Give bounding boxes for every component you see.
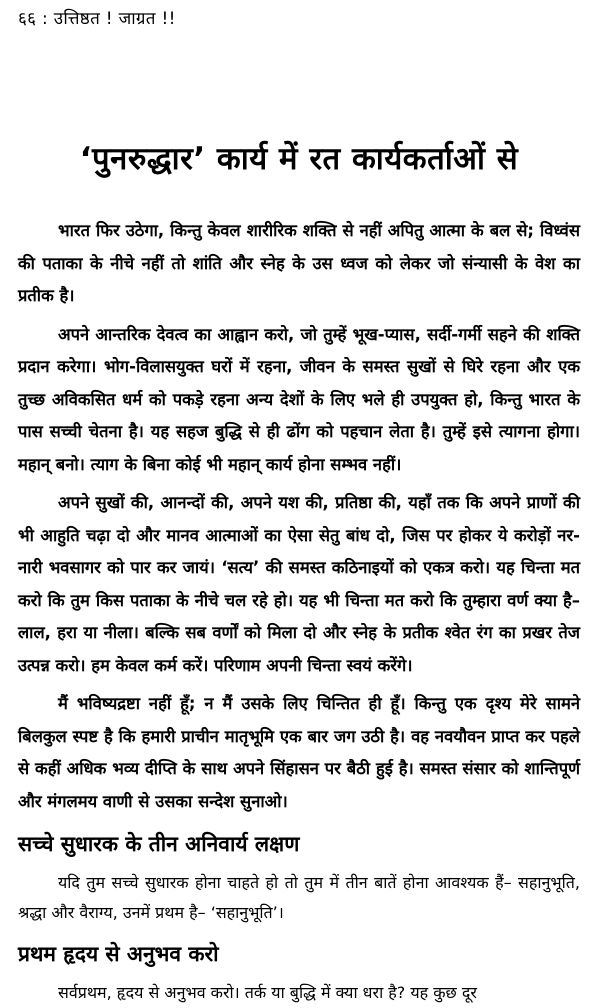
paragraph-text: अपने आन्तरिक देवत्व का आह्वान करो, जो तुम्हें भूख-प्यास, सर्दी-गर्मी सहने की शक्ति प्रदान करेगा। भोग-विलासयुक्त घरों में रहना, जीवन के समस्त सुखों से घिरे रहना और एक तुच्छ अविकसित धर्म को पकड़े रहना अन्य देशों के लिए भले ही उपयुक्त हो, किन्तु भारत के पास सच्ची चेतना है। यह सहज बुद्धि से ही ढोंग को पहचान लेता है। तुम्हें इसे त्यागना होगा। महान् बनो। त्याग के बिना कोई भी महान् कार्य होना सम्भव नहीं। <box>18 324 580 474</box>
chapter-title: ‘पुनरुद्धार’ कार्य में रत कार्यकर्ताओं से <box>79 141 519 177</box>
running-header: ६६ : उत्तिष्ठत ! जाग्रत !! <box>18 9 176 29</box>
paragraph-text: अपने सुखों की, आनन्दों की, अपने यश की, प्रतिष्ठा की, यहाँ तक कि अपने प्राणों की भी आहुति चढ़ा दो और मानव आत्माओं का ऐसा सेतु बांध दो, जिस पर होकर ये करोड़ों नर-नारी भवसागर को पार कर जायं। ‘सत्य’ की समस्त कठिनाइयों को एकत्र करो। यह चिन्ता मत करो कि तुम किस पताका के नीचे चल रहे हो। यह भी चिन्ता मत करो कि तुम्हारा वर्ण क्या है– लाल, हरा या नीला। बल्कि सब वर्णों को मिला दो और स्नेह के प्रतीक श्वेत रंग का प्रखर तेज उत्पन्न करो। हम केवल कर्म करें। परिणाम अपनी चिन्ता स्वयं करेंगे। <box>18 493 580 675</box>
paragraph <box>18 978 580 1008</box>
section-heading: प्रथम हृदय से अनुभव करो <box>18 942 219 966</box>
paragraph-text: यदि तुम सच्चे सुधारक होना चाहते हो तो तुम में तीन बातें होना आवश्यक हैं– सहानुभूति, श्रद्धा और वैराग्य, उनमें प्रथम है– ‘सहानुभूति’। <box>18 873 580 922</box>
paragraph <box>18 215 580 313</box>
paragraph-text: मैं भविष्यद्रष्टा नहीं हूँ; न मैं उसके लिए चिन्तित ही हूँ। किन्तु एक दृश्य मेरे सामने बिलकुल स्पष्ट है कि हमारी प्राचीन मातृभूमि एक बार जग उठी है। वह नवयौवन प्राप्त कर पहले से कहीं अधिक भव्य दीप्ति के साथ अपने सिंहासन पर बैठी हुई है। समस्त संसार को शान्तिपूर्ण और मंगलमय वाणी से उसका सन्देश सुनाओ। <box>18 694 580 811</box>
paragraph <box>18 868 580 928</box>
paragraph <box>18 688 580 818</box>
section-heading: सच्चे सुधारक के तीन अनिवार्य लक्षण <box>18 832 300 856</box>
paragraph <box>18 487 580 682</box>
paragraph-text: भारत फिर उठेगा, किन्तु केवल शारीरिक शक्ति से नहीं अपितु आत्मा के बल से; विध्वंस की पताका के नीचे नहीं तो शांति और स्नेह के उस ध्वज को लेकर जो संन्यासी के वेश का प्रतीक है। <box>18 221 580 305</box>
paragraph-text: सर्वप्रथम, हृदय से अनुभव करो। तर्क या बुद्धि में क्या धरा है? यह कुछ दूर <box>58 983 477 1002</box>
paragraph <box>18 319 580 482</box>
